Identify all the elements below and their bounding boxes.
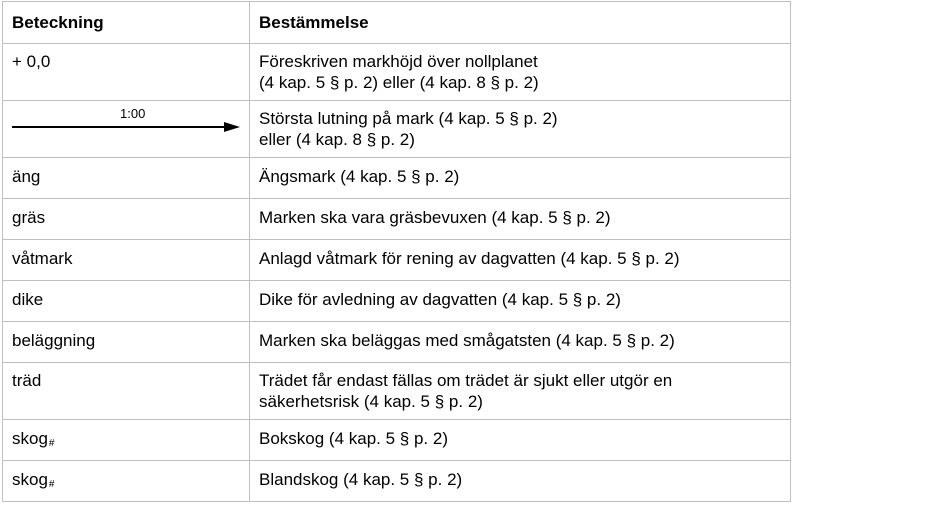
description-line-2: eller (4 kap. 8 § p. 2) <box>259 130 415 149</box>
symbol-cell <box>3 420 250 461</box>
symbol-cell: beläggning <box>3 322 250 363</box>
table-row <box>3 158 791 199</box>
symbol-subscript: # <box>48 479 55 490</box>
table-row <box>3 461 791 502</box>
description-cell: Bokskog (4 kap. 5 § p. 2) <box>250 420 791 461</box>
symbol-cell: våtmark <box>3 240 250 281</box>
symbol-cell: gräs <box>3 199 250 240</box>
symbol-text: skog <box>12 470 48 489</box>
symbol-subscript: # <box>48 438 55 449</box>
arrow-right-icon <box>12 119 242 135</box>
symbol-text: träd <box>12 371 42 390</box>
description-cell: Blandskog (4 kap. 5 § p. 2) <box>250 461 791 502</box>
description-cell: Anlagd våtmark för rening av dagvatten (4 kap. 5 § p. 2) <box>250 240 791 281</box>
slope-symbol <box>12 105 242 141</box>
description-line-2: säkerhetsrisk (4 kap. 5 § p. 2) <box>259 392 483 411</box>
table-row <box>3 363 791 420</box>
table-row <box>3 420 791 461</box>
slope-label: 1:00 <box>120 106 146 121</box>
description-cell: Dike för avledning av dagvatten (4 kap. 5 § p. 2) <box>250 281 791 322</box>
symbol-cell <box>3 101 250 158</box>
table-row <box>3 101 791 158</box>
description-line-1: Föreskriven markhöjd över nollplanet <box>259 52 538 71</box>
regulation-table <box>2 1 791 502</box>
symbol-cell <box>3 44 250 101</box>
description-cell <box>250 44 791 101</box>
header-beteckning: Beteckning <box>3 2 250 44</box>
table-row <box>3 281 791 322</box>
symbol-text: + 0,0 <box>12 52 51 71</box>
table-header-row <box>3 2 791 44</box>
symbol-cell: dike <box>3 281 250 322</box>
table-row <box>3 199 791 240</box>
description-line-1: Största lutning på mark (4 kap. 5 § p. 2) <box>259 109 558 128</box>
description-cell: Marken ska vara gräsbevuxen (4 kap. 5 § p. 2) <box>250 199 791 240</box>
table-row <box>3 44 791 101</box>
description-cell: Marken ska beläggas med smågatsten (4 kap. 5 § p. 2) <box>250 322 791 363</box>
header-bestammelse: Bestämmelse <box>250 2 791 44</box>
description-cell <box>250 101 791 158</box>
description-line-1: Trädet får endast fällas om trädet är sjukt eller utgör en <box>259 371 673 390</box>
symbol-cell <box>3 461 250 502</box>
description-cell: Ängsmark (4 kap. 5 § p. 2) <box>250 158 791 199</box>
description-line-2: (4 kap. 5 § p. 2) eller (4 kap. 8 § p. 2) <box>259 73 539 92</box>
symbol-cell <box>3 363 250 420</box>
symbol-cell: äng <box>3 158 250 199</box>
description-cell <box>250 363 791 420</box>
table-row <box>3 322 791 363</box>
table-row <box>3 240 791 281</box>
symbol-text: skog <box>12 429 48 448</box>
